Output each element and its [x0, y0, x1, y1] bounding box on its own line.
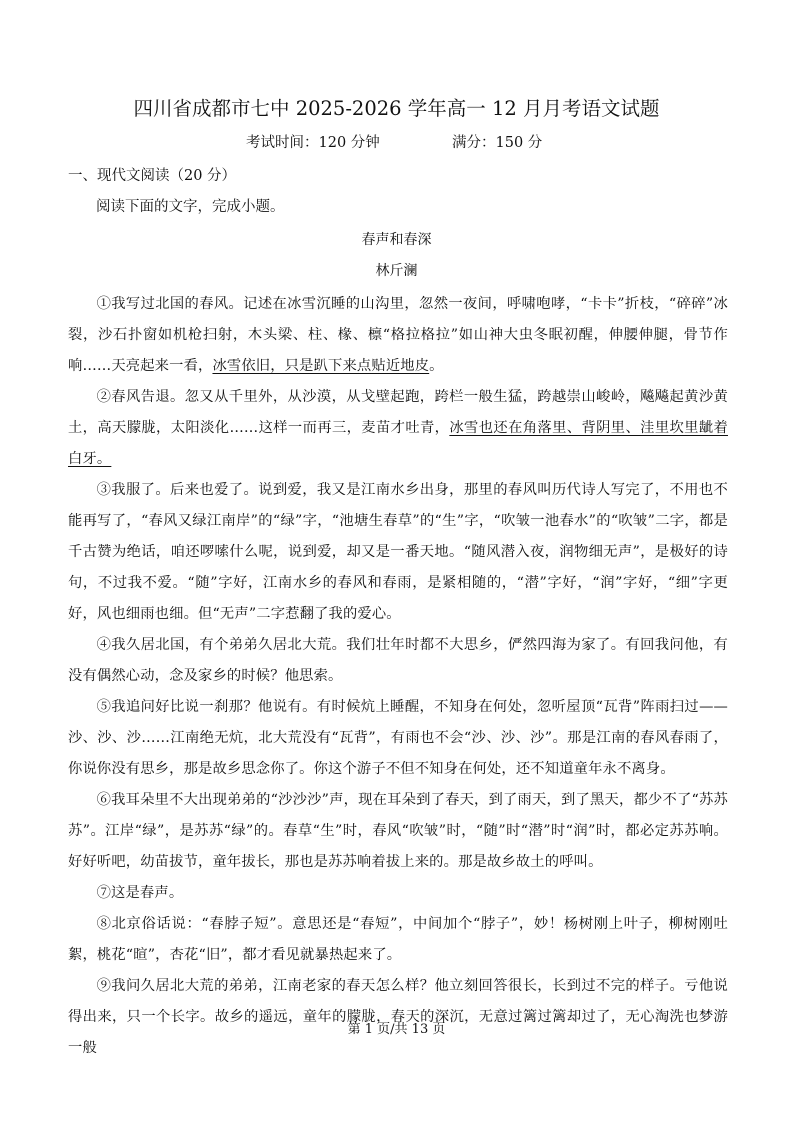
- paragraph-5: [68, 692, 728, 785]
- paragraph-text: ①我写过北国的春风。记述在冰雪沉睡的山沟里，忽然一夜间，呼啸咆哮，“卡卡”折枝，“碎碎”冰裂，沙石扑窗如机枪扫射，木头梁、柱、椽、檩“格拉格拉”如山神大虫冬眠初醒，伸腰伸腿，骨节作响……天亮起来一看，: [68, 296, 728, 374]
- exam-time: 考试时间：120 分钟: [246, 135, 380, 151]
- paragraph-8: [68, 909, 728, 971]
- paragraph-text: ⑧北京俗话说：“春脖子短”。意思还是“春短”，中间加个“脖子”，妙！杨树刚上叶子，柳树刚吐絮，桃花“暄”，杏花“旧”，都才看见就暴热起来了。: [68, 916, 728, 963]
- paragraph-text: ⑤我追问好比说一刹那？他说有。有时候炕上睡醒，不知身在何处，忽听屋顶“瓦背”阵雨扫过——沙、沙、沙……江南绝无炕，北大荒没有“瓦背”，有雨也不会“沙、沙、沙”。那是江南的春风春雨了，你说你没有思乡，那是故乡思念你了。你这个游子不但不知身在何处，还不知道童年永不离身。: [68, 699, 728, 777]
- paragraph-2: [68, 382, 728, 475]
- paragraph-6: [68, 785, 728, 878]
- paragraph-text: ④我久居北国，有个弟弟久居北大荒。我们壮年时都不大思乡，俨然四海为家了。有回我问他，有没有偶然心动，念及家乡的时候？他思索。: [68, 637, 728, 684]
- underlined-sentence: 冰雪依旧，只是趴下来点贴近地皮: [212, 358, 430, 374]
- paragraph-1: [68, 289, 728, 382]
- underlined-sentence: 冰雪也还在角落里、背阴里、洼里坎里龇着白牙。: [68, 420, 728, 467]
- paragraph-7: [68, 878, 728, 909]
- article-title: 春声和春深: [361, 232, 432, 248]
- reading-instruction: 阅读下面的文字，完成小题。: [96, 199, 285, 215]
- article-body: [68, 289, 728, 1064]
- paragraph-text: 。: [429, 358, 444, 374]
- page-footer: 第 1 页/共 13 页: [347, 1022, 446, 1037]
- paragraph-text: ③我服了。后来也爱了。说到爱，我又是江南水乡出身，那里的春风叫历代诗人写完了，不用也不能再写了，“春风又绿江南岸”的“绿”字，“池塘生春草”的“生”字，“吹皱一池春水”的“吹皱”二字，都是千古赞为绝话，咱还啰嗦什么呢，说到爱，却又是一番天地。“随风潜入夜，润物细无声”，是极好的诗句，不过我不爱。“随”字好，江南水乡的春风和春雨，是紧相随的，“潜”字好，“润”字好，“细”字更好，风也细雨也细。但“无声”二字惹翻了我的爱心。: [68, 482, 728, 622]
- paragraph-text: ⑥我耳朵里不大出现弟弟的“沙沙沙”声，现在耳朵到了春天，到了雨天，到了黑天，都少不了“苏苏苏”。江岸“绿”，是苏苏“绿”的。春草“生”时，春风“吹皱”时，“随”时“潜”时“润”时，都必定苏苏响。好好听吧，幼苗拔节，童年拔长，那也是苏苏响着拔上来的。那是故乡故土的呼叫。: [68, 792, 728, 870]
- paragraph-text: ⑨我问久居北大荒的弟弟，江南老家的春天怎么样？他立刻回答很长，长到过不完的样子。亏他说得出来，只一个长字。故乡的遥远，童年的朦胧，春天的深沉，无意过篱过篱却过了，无心淘洗也梦游一般: [68, 978, 728, 1056]
- paragraph-text: ⑦这是春声。: [96, 885, 184, 901]
- full-score: 满分：150 分: [452, 135, 543, 151]
- exam-title: 四川省成都市七中 2025-2026 学年高一 12 月月考语文试题: [133, 97, 660, 120]
- exam-meta: [0, 132, 793, 154]
- paragraph-3: [68, 475, 728, 630]
- section-heading: 一、现代文阅读（20 分）: [68, 168, 237, 184]
- paragraph-9: [68, 971, 728, 1064]
- paragraph-text: ②春风告退。忽又从千里外，从沙漠，从戈壁起跑，跨栏一般生猛，跨越崇山峻岭，飚飚起黄沙黄土，高天朦胧，太阳淡化……这样一而再三，麦苗才吐青，: [68, 389, 728, 436]
- paragraph-4: [68, 630, 728, 692]
- article-author: 林斤澜: [375, 263, 418, 279]
